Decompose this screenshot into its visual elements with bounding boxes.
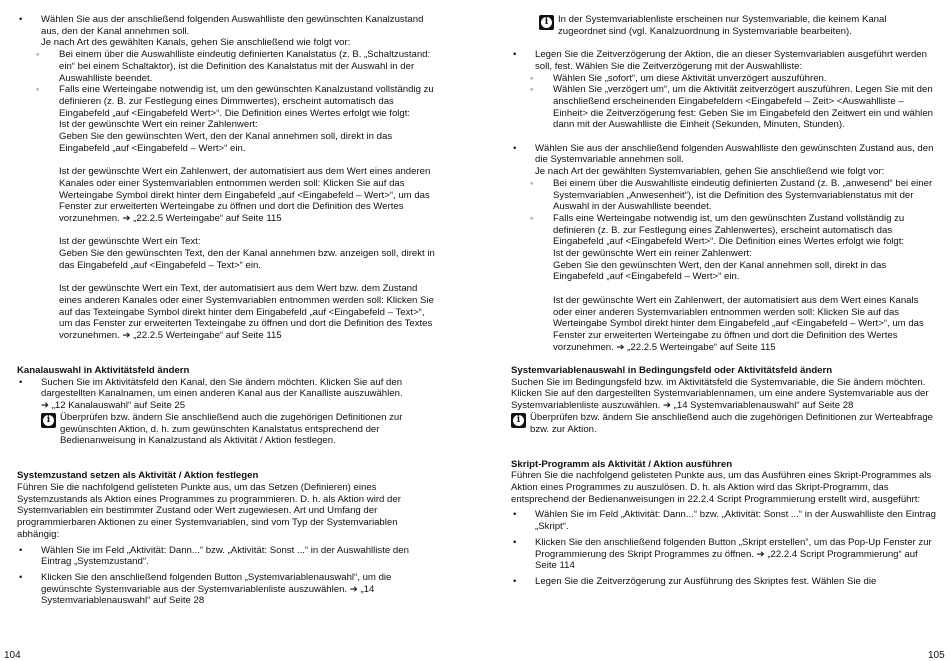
bullet-skript-zeitverzoegerung: • Legen Sie die Zeitverzögerung zur Ausführung des Skriptes fest. Wählen Sie die xyxy=(511,576,936,588)
bullet-systemzustand-auswahl: • Wählen Sie im Feld „Aktivität: Dann...“ bzw. „Aktivität: Sonst ...“ in der Auswahlliste den Eintrag „Systemzustand“. xyxy=(17,545,435,568)
right-page xyxy=(511,14,936,588)
zahlenwert-automatisch: Ist der gewünschte Wert ein Zahlenwert, der automatisiert aus dem Wert eines Kanals oder einer anderen Systemvariablen entnommen werden soll: Klicken Sie auf das Werteingabe Symbol direkt hinter dem Eingabefeld „auf <Eingabefeld – Wert>“, um das Fenster zur erweiterten Werteingabe zu öffnen und dort die Definition des Wertes vorzunehmen. ➔ „22.2.5 Werteingabe“ auf Seite 115 xyxy=(553,294,924,353)
sub-bullet-werteingabe: ◦ Falls eine Werteingabe notwendig ist, um den gewünschten Kanalzustand vollständig zu definieren (z. B. zur Festlegung eines Dimmwertes), erscheint automatisch das Eingabefeld „auf <Eingabefeld Wert>“. Die Definition eines Wertes erfolgt wie folgt: xyxy=(17,84,435,119)
zahlenwert-heading: Ist der gewünschte Wert ein reiner Zahlenwert: xyxy=(59,119,258,131)
sub-bullet-eindeutig-zustand: ◦ Bei einem über die Auswahlliste eindeutig definierten Zustand (z. B. „anwesend“ bei einer Systemvariablen „Anwesenheit“), ist die Definition des Systemvariablenstatus mit der Auswahl in der Auswahlliste beendet. xyxy=(511,178,936,213)
text-direkt: Geben Sie den gewünschten Text, den der Kanal annehmen bzw. anzeigen soll, direkt in das Eingabefeld „auf <Eingabefeld – Text>“ ein. xyxy=(59,248,435,271)
zahlenwert-direkt: Geben Sie den gewünschten Wert, den der Kanal annehmen soll, direkt in das Eingabefeld „auf <Eingabefeld – Wert>“ ein. xyxy=(553,259,887,283)
text-automatisch: Ist der gewünschte Wert ein Text, der automatisiert aus dem Wert bzw. dem Zustand eines anderen Kanales oder einer Systemvariablen entnommen werden soll: Klicken Sie auf das Texteingabe Symbol direkt hinter dem Eingabefeld „auf <Eingabefeld – Text>“, um das Fenster zur erweiterten Texteingabe zu öffnen und dort die Definition des Textes vorzunehmen. ➔ „22.2.5 Werteingabe“ auf Seite 115 xyxy=(59,283,434,341)
info-note-kanal: i Überprüfen bzw. ändern Sie anschließend auch die zugehörigen Definitionen zur gewünschten Aktion, d. h. zum gewünschten Kanalstatus entsprechend der Bedienanweisung in Kanalzustand als Aktivität / Aktion festlegen. xyxy=(17,412,435,447)
bullet-systemvariablenauswahl: • Klicken Sie den anschließend folgenden Button „Systemvariablenauswahl“, um die gewünschte Systemvariable aus der Systemvariablenliste auszuwählen. ➔ „14 Systemvariablenauswahl“ auf Seite 28 xyxy=(17,572,435,607)
bullet-skript-erstellen: • Klicken Sie den anschließend folgenden Button „Skript erstellen“, um das Pop-Up Fenster zur Programmierung des Skript Programmes zu öffnen. ➔ „22.2.4 Script Programmierung“ auf Seite 114 xyxy=(511,537,936,572)
bullet-systemzustand-wahl: • Wählen Sie aus der anschließend folgenden Auswahlliste den gewünschten Zustand aus, den die Systemvariable annehmen soll. Je nach Art der gewählten Systemvariablen, gehen Sie anschließend wie folgt vor: xyxy=(511,143,936,178)
zahlenwert-heading: Ist der gewünschte Wert ein reiner Zahlenwert: xyxy=(553,248,752,260)
info-icon: i xyxy=(539,15,554,30)
bullet-kanalzustand: • Wählen Sie aus der anschließend folgenden Auswahlliste den gewünschten Kanalzustand aus, den der Kanal annehmen soll. Je nach Art des gewählten Kanals, gehen Sie anschließend wie folgt vor: xyxy=(17,14,435,49)
sub-bullet-werteingabe-zustand: ◦ Falls eine Werteingabe notwendig ist, um den gewünschten Zustand vollständig zu definieren (z. B. zur Festlegung eines Zahlenwertes), erscheint automatisch das Eingabefeld „auf <Eingabefeld Wert>“. Die Definition eines Wertes erfolgt wie folgt: xyxy=(511,213,936,248)
bullet-zeitverzoegerung: • Legen Sie die Zeitverzögerung der Aktion, die an dieser Systemvariablen ausgeführt werden soll, fest. Wählen Sie die Zeitverzögerung mit der Auswahlliste: xyxy=(511,49,936,72)
systemzustand-intro: Führen Sie die nachfolgend gelisteten Punkte aus, um das Setzen (Definieren) eines Systemzustands als Aktion eines Programmes zu programmieren. D. h. als Aktion wird der Systemvariablen ein bestimmter Zustand oder Wert zugewiesen. Art und Umfang der programmierbaren Aktionen zu einer Systemvariablen, sind vom Typ der Systemvariablen abhängig: xyxy=(17,482,401,540)
skript-intro: Führen Sie die nachfolgend gelisteten Punkte aus, um das Ausführen eines Skript-Programmes als Aktion eines Programmes zu auszulösen. D. h. als Aktion wird das Skript-Programm, das entsprechend der Bedienanweisungen in 22.2.4 Script Programmierung erstellt wird, ausgeführt: xyxy=(511,470,932,505)
text-heading: Ist der gewünschte Wert ein Text: xyxy=(59,236,201,248)
bullet-kanal-suchen: • Suchen Sie im Aktivitätsfeld den Kanal, den Sie ändern möchten. Klicken Sie auf den dargestellten Kanalnamen, um einen anderen Kanal aus der Kanalliste auszuwählen. ➔ „12 Kanalauswahl“ auf Seite 25 xyxy=(17,377,435,412)
left-page xyxy=(17,14,435,607)
section-heading-kanalauswahl: Kanalauswahl in Aktivitätsfeld ändern xyxy=(17,365,190,377)
systemvariablenauswahl-text: Suchen Sie im Bedingungsfeld bzw. im Aktivitätsfeld die Systemvariable, die Sie ändern möchten. Klicken Sie auf den dargestellten Systemvariablennamen, um eine andere Systemvariable aus der Systemvariablenliste auszuwählen. ➔ „14 Systemvariablenauswahl“ auf Seite 28 xyxy=(511,376,929,412)
sub-bullet-sofort: ◦ Wählen Sie „sofort“, um diese Aktivität unverzögert auszuführen. xyxy=(511,73,936,85)
info-note-systemvariablenliste: i In der Systemvariablenliste erscheinen nur Systemvariable, die keinem Kanal zugeordnet sind (vgl. Kanalzuordnung in Systemvariable bearbeiten). xyxy=(511,14,936,37)
bullet-skript-auswahl: • Wählen Sie im Feld „Aktivität: Dann...“ bzw. „Aktivität: Sonst ...“ in der Auswahlliste den Eintrag „Skript“. xyxy=(511,509,936,532)
link-kanalauswahl[interactable]: ➔ „12 Kanalauswahl“ auf Seite 25 xyxy=(41,400,186,412)
section-heading-skript: Skript-Programm als Aktivität / Aktion ausführen xyxy=(511,458,733,470)
zahlenwert-direkt: Geben Sie den gewünschten Wert, den der Kanal annehmen soll, direkt in das Eingabefeld „auf <Eingabefeld – Wert>“ ein. xyxy=(59,131,393,154)
info-note-werteabfrage: i Überprüfen bzw. ändern Sie anschließend auch die zugehörigen Definitionen zur Werteabfrage bzw. zur Aktion. xyxy=(511,412,936,435)
section-heading-systemvariablenauswahl: Systemvariablenauswahl in Bedingungsfeld oder Aktivitätsfeld ändern xyxy=(511,365,833,377)
page-number-right: 105 xyxy=(928,650,945,661)
section-heading-systemzustand: Systemzustand setzen als Aktivität / Aktion festlegen xyxy=(17,470,259,482)
sub-bullet-verzoegert: ◦ Wählen Sie „verzögert um“, um die Aktivität zeitverzögert auszuführen. Legen Sie mit den anschließend erscheinenden Eingabefeldern <Eingabefeld – Zeit> <Auswahlliste – Einheit> die Zeitverzögerung fest: Geben Sie im Eingabefeld den Zeitwert ein und wählen dann mit der Auswahlliste die Einheit (Sekunden, Minuten, Stunden). xyxy=(511,84,936,131)
zahlenwert-automatisch: Ist der gewünschte Wert ein Zahlenwert, der automatisiert aus dem Wert eines anderen Kanales oder einer Systemvariablen entnommen werden soll: Klicken Sie auf das Werteingabe Symbol direkt hinter dem Eingabefeld „auf <Eingabefeld – Wert>“, um das Fenster zur erweiterten Werteingabe zu öffnen und dort die Definition des Wertes vorzunehmen. ➔ „22.2.5 Werteingabe“ auf Seite 115 xyxy=(59,166,431,224)
info-icon: i xyxy=(511,413,526,428)
sub-bullet-eindeutig: ◦ Bei einem über die Auswahlliste eindeutig definierten Kanalstatus (z. B. „Schaltzustand: ein“ bei einem Schaltaktor), ist die Definition des Kanalstatus mit der Auswahl in der Auswahlliste beendet. xyxy=(17,49,435,84)
page-number-left: 104 xyxy=(4,650,21,661)
info-icon: i xyxy=(41,413,56,428)
